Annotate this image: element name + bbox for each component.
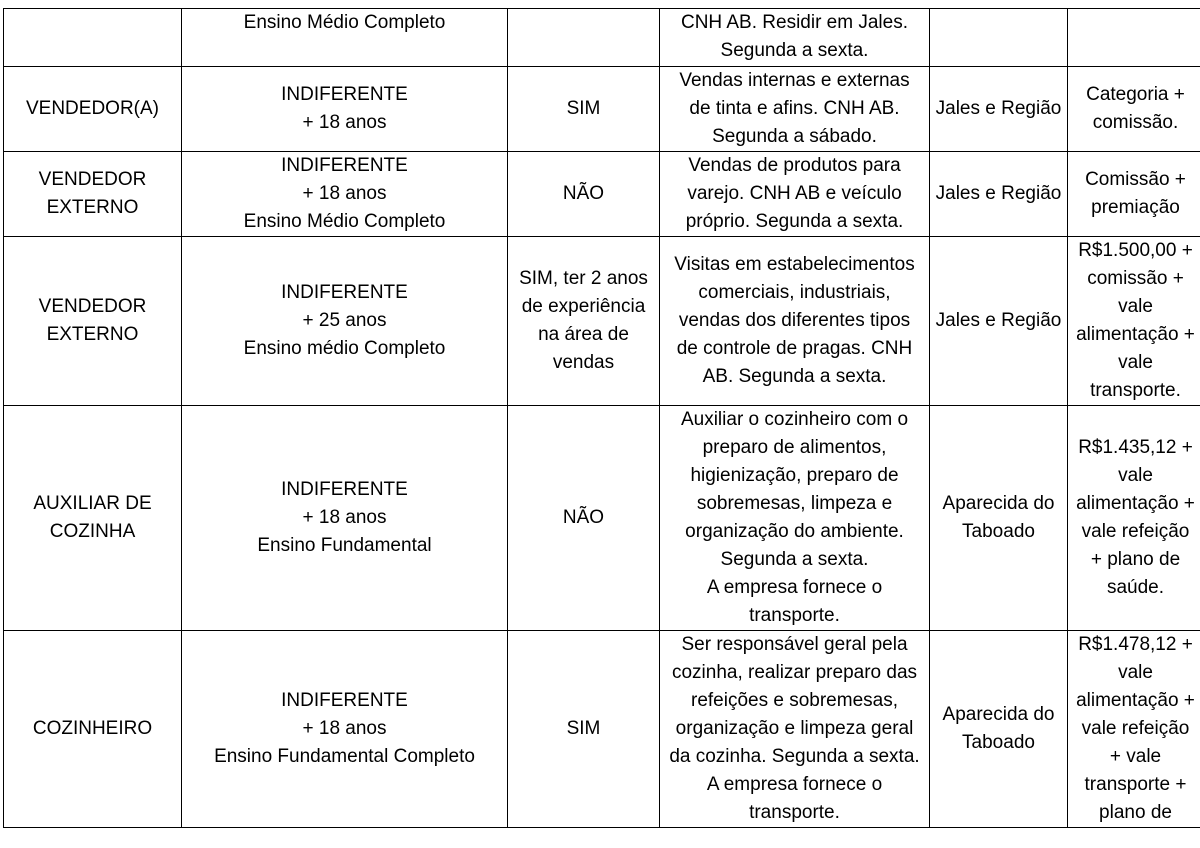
cell-line: R$1.435,12 + xyxy=(1078,437,1193,458)
description-cell xyxy=(660,406,930,631)
cell-line: vendas xyxy=(552,352,615,373)
cell-line: R$1.500,00 + xyxy=(1078,240,1193,261)
cell-line: higienização, preparo de xyxy=(690,465,899,486)
cell-line: Segunda a sábado. xyxy=(712,126,877,147)
cell-line: organização e limpeza geral xyxy=(675,718,914,739)
cell-line: Jales e Região xyxy=(935,310,1062,331)
cell-line: de experiência xyxy=(521,296,646,317)
cell-line: comerciais, industriais, xyxy=(698,282,891,303)
job-title-cell xyxy=(4,67,182,152)
cell-line: Ser responsável geral pela xyxy=(681,634,908,655)
cell-line: transporte + xyxy=(1084,774,1187,795)
cell-line: EXTERNO xyxy=(46,197,139,218)
cell-line: alimentação + xyxy=(1076,324,1195,345)
cell-line: Segunda a sexta. xyxy=(720,549,869,570)
cell-line: alimentação + xyxy=(1076,493,1195,514)
cell-line: R$1.478,12 + xyxy=(1078,634,1193,655)
cell-line: SIM xyxy=(566,718,601,739)
experience-cell xyxy=(508,152,660,237)
location-cell xyxy=(930,237,1068,406)
description-cell xyxy=(660,237,930,406)
cell-line: comissão + xyxy=(1087,268,1184,289)
experience-cell xyxy=(508,67,660,152)
cell-line: CNH AB. Residir em Jales. xyxy=(680,12,908,33)
cell-line: da cozinha. Segunda a sexta. xyxy=(669,746,920,767)
cell-line: transporte. xyxy=(749,802,840,823)
cell-line: NÃO xyxy=(562,507,605,528)
cell-line: + plano de xyxy=(1090,549,1181,570)
cell-line: Aparecida do xyxy=(942,704,1055,725)
cell-line: Vendas internas e externas xyxy=(679,70,910,91)
cell-line: Ensino Fundamental xyxy=(257,535,432,556)
requirements-cell xyxy=(182,237,508,406)
cell-line: EXTERNO xyxy=(46,324,139,345)
cell-line: Vendas de produtos para xyxy=(688,155,901,176)
table-row xyxy=(4,237,1200,406)
cell-line: Taboado xyxy=(962,521,1035,542)
cell-line: alimentação + xyxy=(1076,690,1195,711)
cell-line: na área de xyxy=(538,324,629,345)
cell-line: vale refeição xyxy=(1081,718,1190,739)
cell-line: vale xyxy=(1118,352,1153,373)
cell-line: de controle de pragas. CNH xyxy=(676,338,913,359)
location-cell xyxy=(930,67,1068,152)
experience-cell xyxy=(508,631,660,828)
cell-line: A empresa fornece o xyxy=(706,577,883,598)
cell-line: comissão. xyxy=(1092,112,1179,133)
requirements-cell xyxy=(182,9,508,67)
cell-line: transporte. xyxy=(749,605,840,626)
cell-line: VENDEDOR(A) xyxy=(25,98,159,119)
cell-line: Ensino Médio Completo xyxy=(243,211,446,232)
cell-line: vale xyxy=(1118,296,1153,317)
cell-line: + vale xyxy=(1109,746,1162,767)
cell-line: + 25 anos xyxy=(302,310,387,331)
requirements-cell xyxy=(182,152,508,237)
cell-line: AB. Segunda a sexta. xyxy=(702,366,887,387)
pay-cell xyxy=(1068,237,1200,406)
cell-line: Auxiliar o cozinheiro com o xyxy=(680,409,909,430)
experience-cell xyxy=(508,237,660,406)
pay-cell xyxy=(1068,152,1200,237)
description-cell xyxy=(660,9,930,67)
cell-line: vale xyxy=(1118,465,1153,486)
description-cell xyxy=(660,631,930,828)
cell-line: preparo de alimentos, xyxy=(702,437,887,458)
cell-line: sobremesas, limpeza e xyxy=(696,493,893,514)
cell-line: COZINHA xyxy=(49,521,136,542)
table-row xyxy=(4,67,1200,152)
cell-line: + 18 anos xyxy=(302,183,387,204)
job-title-cell xyxy=(4,9,182,67)
cell-line: Segunda a sexta. xyxy=(720,40,869,61)
location-cell xyxy=(930,152,1068,237)
cell-line: vendas dos diferentes tipos xyxy=(678,310,911,331)
cell-line: premiação xyxy=(1091,197,1180,218)
cell-line: Jales e Região xyxy=(935,183,1062,204)
requirements-cell xyxy=(182,406,508,631)
job-listings-table xyxy=(3,8,1200,828)
cell-line: organização do ambiente. xyxy=(685,521,904,542)
cell-line: + 18 anos xyxy=(302,507,387,528)
job-listings-body xyxy=(4,9,1200,828)
cell-line: plano de xyxy=(1099,802,1172,823)
cell-line: + 18 anos xyxy=(302,112,387,133)
cell-line: refeições e sobremesas, xyxy=(691,690,898,711)
pay-cell xyxy=(1068,9,1200,67)
table-row xyxy=(4,152,1200,237)
cell-line: AUXILIAR DE xyxy=(33,493,152,514)
cell-line: Aparecida do xyxy=(942,493,1055,514)
table-row xyxy=(4,9,1200,67)
cell-line: Ensino Médio Completo xyxy=(243,12,446,33)
cell-line: Ensino médio Completo xyxy=(243,338,446,359)
cell-line: VENDEDOR xyxy=(38,296,147,317)
cell-line: SIM, ter 2 anos xyxy=(519,268,648,289)
cell-line: próprio. Segunda a sexta. xyxy=(685,211,904,232)
cell-line: Taboado xyxy=(962,732,1035,753)
cell-line: NÃO xyxy=(562,183,605,204)
cell-line: de tinta e afins. CNH AB. xyxy=(689,98,900,119)
pay-cell xyxy=(1068,67,1200,152)
cell-line: SIM xyxy=(566,98,601,119)
job-title-cell xyxy=(4,631,182,828)
cell-line: transporte. xyxy=(1090,380,1181,401)
job-title-cell xyxy=(4,152,182,237)
cell-line: + 18 anos xyxy=(302,718,387,739)
cell-line: COZINHEIRO xyxy=(32,718,153,739)
cell-line: vale refeição xyxy=(1081,521,1190,542)
job-listings-table-wrapper xyxy=(3,8,1200,828)
cell-line: INDIFERENTE xyxy=(281,690,408,711)
description-cell xyxy=(660,67,930,152)
cell-line: varejo. CNH AB e veículo xyxy=(687,183,902,204)
experience-cell xyxy=(508,406,660,631)
pay-cell xyxy=(1068,631,1200,828)
requirements-cell xyxy=(182,631,508,828)
cell-line: INDIFERENTE xyxy=(281,84,408,105)
location-cell xyxy=(930,9,1068,67)
table-row xyxy=(4,406,1200,631)
cell-line: INDIFERENTE xyxy=(281,155,408,176)
cell-line: VENDEDOR xyxy=(38,169,147,190)
cell-line: saúde. xyxy=(1106,577,1165,598)
cell-line: vale xyxy=(1118,662,1153,683)
table-row xyxy=(4,631,1200,828)
cell-line: cozinha, realizar preparo das xyxy=(671,662,918,683)
experience-cell xyxy=(508,9,660,67)
location-cell xyxy=(930,406,1068,631)
cell-line: Visitas em estabelecimentos xyxy=(674,254,915,275)
job-title-cell xyxy=(4,406,182,631)
job-title-cell xyxy=(4,237,182,406)
description-cell xyxy=(660,152,930,237)
cell-line: INDIFERENTE xyxy=(281,479,408,500)
pay-cell xyxy=(1068,406,1200,631)
cell-line: A empresa fornece o xyxy=(706,774,883,795)
requirements-cell xyxy=(182,67,508,152)
cell-line: Comissão + xyxy=(1085,169,1186,190)
cell-line: INDIFERENTE xyxy=(281,282,408,303)
cell-line: Jales e Região xyxy=(935,98,1062,119)
cell-line: Ensino Fundamental Completo xyxy=(214,746,475,767)
location-cell xyxy=(930,631,1068,828)
cell-line: Categoria + xyxy=(1086,84,1185,105)
